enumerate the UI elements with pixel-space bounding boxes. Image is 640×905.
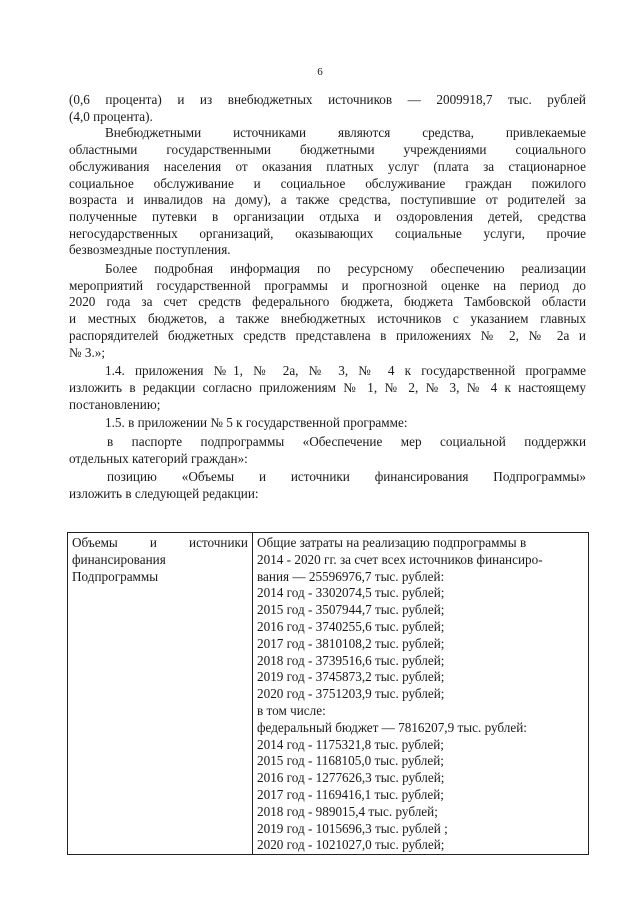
paragraph-line: социальное обслуживание и социальное обслуживание граждан пожилого [69, 175, 586, 191]
table-value-line: Общие затраты на реализацию подпрограммы в [257, 535, 527, 550]
table-value-line: 2015 год - 3507944,7 тыс. рублей; [257, 602, 445, 618]
paragraph-line: в паспорте подпрограммы «Обеспечение мер социальной поддержки [107, 434, 586, 450]
table-value-line: 2015 год - 1168105,0 тыс. рублей; [257, 753, 444, 769]
table-label-line: Объемы и источники [72, 535, 248, 550]
table-value-cell [253, 533, 589, 855]
table-value-line: 2018 год - 3739516,6 тыс. рублей; [257, 652, 445, 668]
paragraph-line: негосударственных организаций, оказывающих социальные услуги, прочие [69, 225, 586, 241]
table-value-line: вания — 25596976,7 тыс. рублей: [257, 568, 445, 584]
paragraph-line: Внебюджетными источниками являются средства, привлекаемые [105, 125, 586, 141]
document-body [69, 92, 586, 503]
table-value-line: 2018 год - 989015,4 тыс. рублей; [257, 803, 438, 819]
paragraph-line: постановлению; [69, 396, 161, 412]
page-number: 6 [317, 66, 323, 78]
table-value-line: 2020 год - 1021027,0 тыс. рублей; [257, 837, 445, 853]
table-row [68, 533, 589, 855]
paragraph-line: 1.5. в приложении № 5 к государственной программе: [105, 415, 408, 431]
table-value-line: 2014 год - 3302074,5 тыс. рублей; [257, 585, 445, 601]
paragraph-line: возраста и инвалидов на дому), а также средства, поступившие от родителей за [69, 192, 586, 208]
paragraph-line: распорядителей бюджетных средств представлена в приложениях № 2, № 2а и [69, 327, 586, 343]
table-label-cell [68, 533, 253, 855]
table-value-line: 2017 год - 3810108,2 тыс. рублей; [257, 635, 445, 651]
paragraph-line: позицию «Объемы и источники финансирования Подпрограммы» [107, 469, 586, 485]
paragraph-line: безвозмездные поступления. [69, 242, 231, 258]
paragraph-line: отдельных категорий граждан»: [69, 450, 248, 466]
paragraph-line: обслуживания населения от оказания платных услуг (плата за стационарное [69, 158, 586, 174]
paragraph-line: областными государственными бюджетными учреждениями социального [69, 142, 586, 158]
paragraph-line: мероприятий государственной программы и прогнозной оценке на период до [69, 277, 586, 293]
table-value-line: 2016 год - 1277626,3 тыс. рублей; [257, 770, 445, 786]
table-value-line: 2020 год - 3751203,9 тыс. рублей; [257, 686, 445, 702]
paragraph-line: 1.4. приложения №1, № 2а, № 3, № 4 к государственной программе [105, 363, 586, 379]
table-value-line: 2019 год - 1015696,3 тыс. рублей ; [257, 820, 448, 836]
table-value-line: федеральный бюджет — 7816207,9 тыс. рублей: [257, 719, 527, 735]
table-value-line: в том числе: [257, 702, 326, 718]
table-value-line: 2017 год - 1169416,1 тыс. рублей; [257, 786, 444, 802]
paragraph-line: (4,0 процента). [69, 108, 153, 124]
paragraph-line: изложить в редакции согласно приложениям № 1, № 2, № 3, № 4 к настоящему [69, 379, 586, 395]
table-label-line: финансирования [72, 551, 166, 567]
table-label-line: Подпрограммы [72, 568, 159, 584]
paragraph-line: и местных бюджетов, а также внебюджетных источников с указанием главных [69, 311, 586, 327]
table-value-line: 2014 - 2020 гг. за счет всех источников финансиро- [257, 551, 543, 567]
paragraph-line: 2020 года за счет средств федерального бюджета, бюджета Тамбовской области [69, 294, 586, 310]
paragraph-line: изложить в следующей редакции: [69, 486, 259, 502]
funding-table [67, 532, 589, 855]
table-value-line: 2019 год - 3745873,2 тыс. рублей; [257, 669, 445, 685]
paragraph-line: полученные путевки в организации отдыха и оздоровления детей, средства [69, 208, 586, 224]
table-value-line: 2014 год - 1175321,8 тыс. рублей; [257, 736, 444, 752]
table-value-line: 2016 год - 3740255,6 тыс. рублей; [257, 618, 445, 634]
paragraph-line: (0,6 процента) и из внебюджетных источников — 2009918,7 тыс. рублей [69, 92, 586, 107]
paragraph-line: Более подробная информация по ресурсному обеспечению реализации [105, 261, 586, 277]
paragraph-line: № 3.»; [69, 344, 106, 360]
